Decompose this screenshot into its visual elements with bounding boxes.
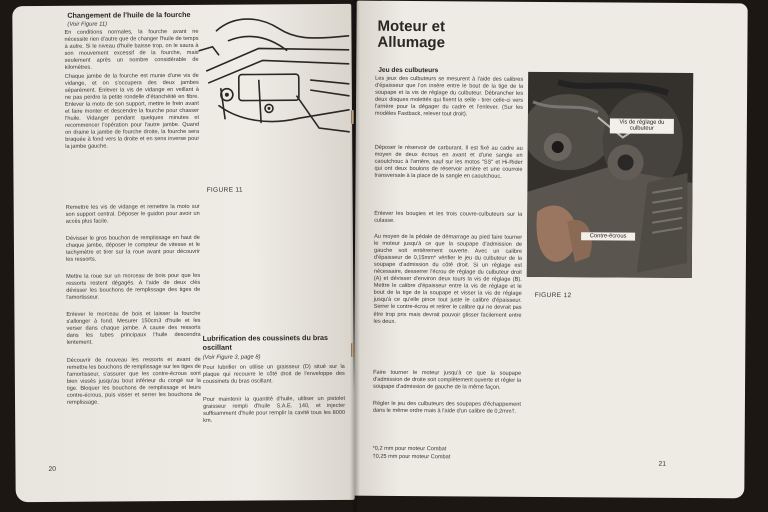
right-page [353, 1, 747, 499]
paragraph: Dévisser le gros bouchon de remplissage en haut de chaque jambe, déposer le compteur de vitesse et le tachymètre et tirer sur la roue avant pour découvrir les ressorts. [65, 234, 201, 263]
paragraph: Régler le jeu des culbuteurs des soupapes d'échappement dans le même ordre mais à l'aide d'un calibre de 0,2mm†. [372, 400, 521, 415]
book-gutter [350, 0, 360, 512]
figure-reference: (Voir Figure 3, page 8) [202, 354, 261, 361]
paragraph: Mettre la roue sur un morceau de bois pour que les ressorts restent dégagés. A l'aide de deux clés dévisser les bouchons de remplissage des tiges de l'amortisseur. [66, 272, 201, 301]
paragraph: Pour lubrifier on utilise un graisseur (D) situé sur la plaque qui recouvre le côté droit de l'enveloppe des coussinets du bras oscillant. [202, 363, 345, 385]
photo-label-adjusting-screw: Vis de réglage du culbuteur [610, 118, 674, 133]
section-title-rocker: Jeu des culbuteurs [378, 66, 439, 75]
chapter-title-line: Allumage [377, 33, 446, 51]
paragraph: Remettre les vis de vidange et remettre la moto sur son support central. Déposer le guidon pour avoir un accès plus facile. [65, 203, 200, 225]
left-page [12, 4, 354, 502]
engine-photo-image [527, 72, 693, 278]
engine-photo [527, 72, 693, 278]
paragraph: Découvrir de nouveau les ressorts et avant de remettre les bouchons de remplissage sur les tiges de l'amortisseur, s'assurer que les contre-écrous sont bien vissés jusqu'au bout inférieur du congé sur la tige. Bloquer les bouchons de remplissage et leurs contre-écrous, puis visser et serrer les bouchons de remplissage. [66, 356, 202, 407]
paragraph: En conditions normales, la fourche avant ne nécessite rien d'autre que de changer l'huile de temps à autre. Si le niveau d'huile baisse trop, on le saura à son mouvement excessif de la fourche, mais seulement après un nombre considérable de kilomètres. [64, 28, 199, 72]
footnote: *0,2 mm pour moteur Combat [372, 445, 447, 453]
chapter-title-line: Moteur et [377, 17, 446, 36]
paragraph: Les jeux des culbuteurs se mesurent à l'aide des calibres d'épaisseur que l'on insère entre le bout de la tige de la soupape et la vis de réglage du culbuteur. Débrancher les deux disques molettés qui fixent la selle - tirer celle-ci vers l'arrière pour la dégager du cadre et l'enlever. (Sur les modèles Fastback, relever tout droit). [374, 75, 524, 118]
section-title-swing-arm: Lubrification des coussinets du bras oscillant [202, 332, 329, 352]
figure-caption: FIGURE 11 [206, 186, 243, 194]
paragraph: Enlever les bougies et les trois couvre-culbuteurs sur la culasse. [374, 210, 523, 224]
page-number: 21 [658, 460, 667, 468]
photo-label-lock-nuts: Contre-écrous [581, 232, 635, 241]
fork-diagram-illustration [198, 10, 352, 161]
figure-reference: (Voir Figure 11) [67, 21, 108, 28]
chapter-title [377, 19, 445, 50]
page-number: 20 [48, 465, 57, 473]
paragraph: Pour maintenir la quantité d'huile, utiliser un pistolet graisseur rempli d'huile S.A.E. 140, et injecter suffisamment d'huile pour remplir la cavité tous les 8000 km. [203, 395, 346, 425]
footnote: †0,25 mm pour moteur Combat [372, 453, 451, 461]
paragraph: Au moyen de la pédale de démarrage au pied faire tourner le moteur jusqu'à ce que la soupape d'admission de gauche soit entièrement ouverte. Avec un calibre d'épaisseur de 0,15mm* vérifier le jeu du culbuteur de la soupape d'admission du côté droit. Si un réglage est nécessaire, desserrer l'écrou de réglage du culbuteur droit (A) et dévisser d'environ deux tours la vis de réglage (B). Mettre le calibre d'épaisseur entre la vis de réglage et le bout de la tige de la soupape et visser la vis de réglage jusqu'à ce qu'elle pince tout juste le calibre d'épaisseur. Serrer le contre-écrou et retirer le calibre qui ne devrait pas être trop pris mais devrait pouvoir glisser facilement entre les deux. [373, 233, 523, 325]
paragraph: Faire tourner le moteur jusqu'à ce que la soupape d'admission de droite soit complètement ouverte et régler la soupape d'admission de gauche de la même façon. [373, 369, 522, 391]
staple [351, 343, 354, 357]
section-title-fork-oil: Changement de l'huile de la fourche [67, 9, 191, 20]
paragraph: Enlever le morceau de bois et laisser la fourche s'allonger à fond. Mesurer 150cm3 d'huile et les verser dans chaque jambe. A cause des ressorts dans les tubes principaux l'huile descendra lentement. [66, 310, 201, 347]
figure-caption: FIGURE 12 [534, 291, 572, 300]
paragraph: Déposer le réservoir de carburant. Il est fixé au cadre au moyen de deux écrous en avant et d'une sangle en caoutchouc à l'arrière, sauf sur les motos "SS" et Hi-Rider qui ont deux boulons de réservoir arrière et une courroie transversale à la place de la sangle en caoutchouc. [374, 144, 523, 180]
paragraph: Chaque jambe de la fourche est munie d'une vis de vidange, et on s'occupera des deux jambes séparément. Enlever la vis de vidange en veillant à ne pas perdre la petite rondelle d'étanchéité en fibre. Enlever la moto de son support, mettre le frein avant et faire monter et descendre la fourche pour chasser l'huile. Vidanger pendant quelques minutes et recommencer l'opération pour l'autre jambe. Quand on draine la jambe de fourche droite, la fourche sera braquée à fond vers la droite et en sens inverse pour la jambe gauche. [64, 72, 200, 151]
staple [351, 110, 354, 124]
